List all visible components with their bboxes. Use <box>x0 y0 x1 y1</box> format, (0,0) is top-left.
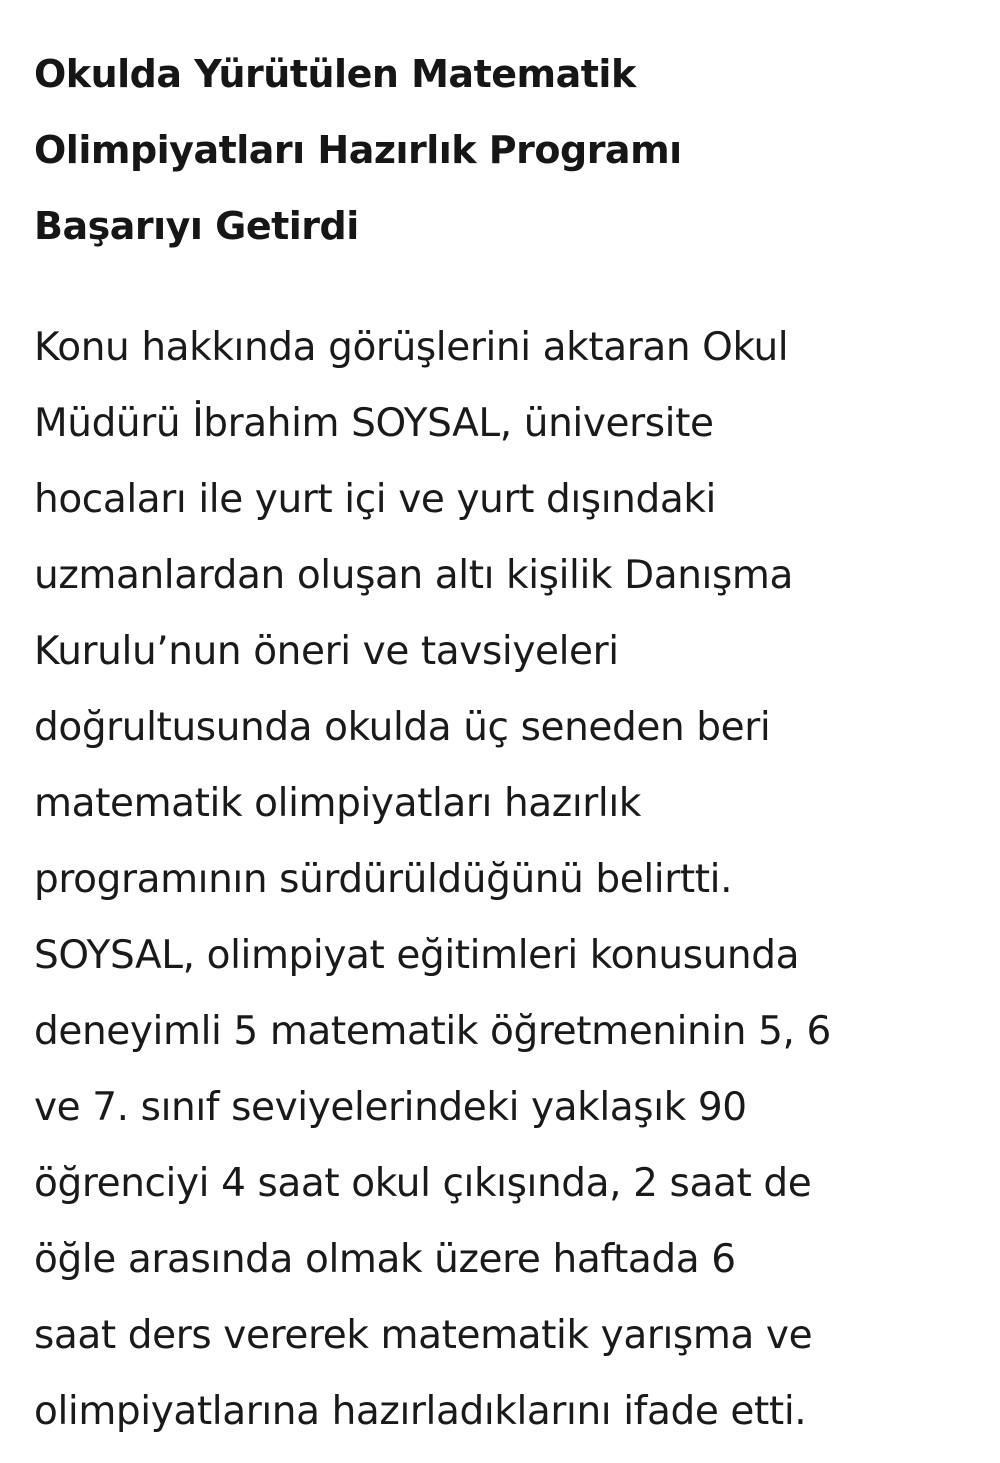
article-body-line: uzmanlardan oluşan altı kişilik Danışma <box>34 553 793 598</box>
article-body-line: deneyimli 5 matematik öğretmeninin 5, 6 <box>34 1009 831 1054</box>
article-body-line: hocaları ile yurt içi ve yurt dışındaki <box>34 477 716 522</box>
article-title-line: Başarıyı Getirdi <box>34 204 359 248</box>
article-body-line: öğrenciyi 4 saat okul çıkışında, 2 saat de <box>34 1161 812 1206</box>
article-body-line: öğle arasında olmak üzere haftada 6 <box>34 1237 736 1282</box>
article-body-line: SOYSAL, olimpiyat eğitimleri konusunda <box>34 933 800 978</box>
article-body-line: Müdürü İbrahim SOYSAL, üniversite <box>34 401 714 446</box>
article-body <box>34 310 974 1450</box>
article-body-line: doğrultusunda okulda üç seneden beri <box>34 705 771 750</box>
article-body-line: Konu hakkında görüşlerini aktaran Okul <box>34 325 789 370</box>
article-body-line: saat ders vererek matematik yarışma ve <box>34 1313 813 1358</box>
article-body-line: matematik olimpiyatları hazırlık <box>34 781 641 826</box>
article-title-line: Okulda Yürütülen Matematik <box>34 52 636 96</box>
article-body-line: Kurulu’nun öneri ve tavsiyeleri <box>34 629 619 674</box>
article-title-line: Olimpiyatları Hazırlık Programı <box>34 128 682 172</box>
article-body-line: ve 7. sınıf seviyelerindeki yaklaşık 90 <box>34 1085 747 1130</box>
article-title <box>34 36 974 264</box>
article-body-line: olimpiyatlarına hazırladıklarını ifade etti. <box>34 1389 807 1434</box>
article <box>34 36 974 1450</box>
article-body-line: programının sürdürüldüğünü belirtti. <box>34 857 733 902</box>
